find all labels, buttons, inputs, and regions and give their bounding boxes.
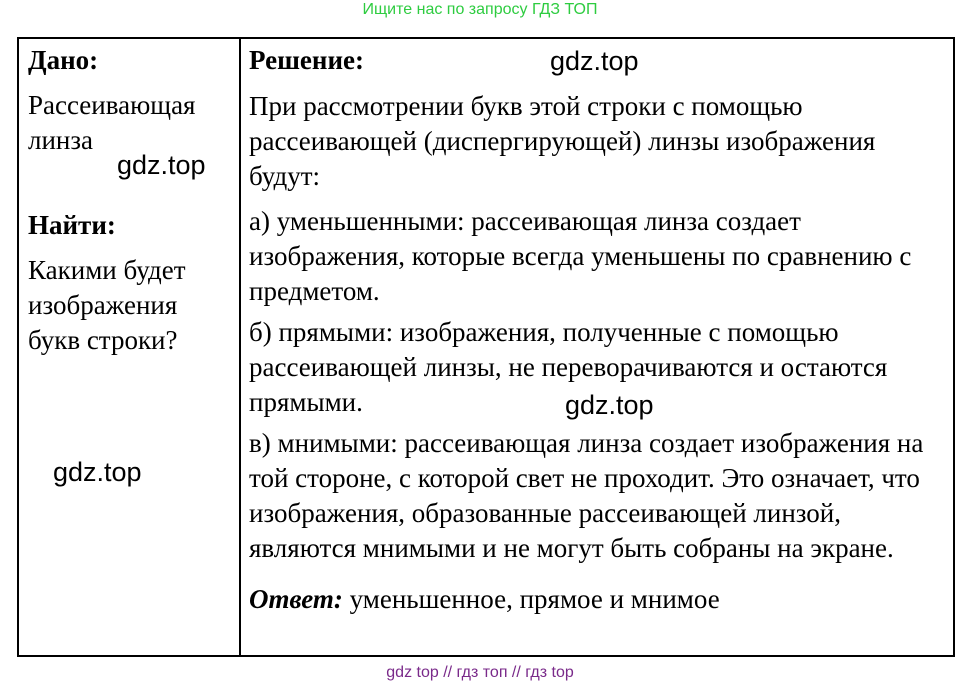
answer-label: Ответ: <box>249 584 343 614</box>
solution-title: Решение: <box>249 45 364 75</box>
watermark: gdz.top <box>53 457 142 487</box>
watermark: gdz.top <box>565 390 654 420</box>
answer-text: уменьшенное, прямое и мнимое <box>349 584 720 614</box>
watermark: gdz.top <box>550 46 639 76</box>
given-column <box>28 39 233 358</box>
solution-table <box>17 37 955 657</box>
given-title: Дано: <box>28 45 99 75</box>
site-header: Ищите нас по запросу ГДЗ ТОП <box>362 1 598 18</box>
answer-line <box>249 582 949 617</box>
solution-column <box>249 39 949 617</box>
column-divider <box>239 39 241 655</box>
solution-intro: При рассмотрении букв этой строки с помощью рассеивающей (диспергирующей) линзы изображения будут: <box>249 91 876 191</box>
given-text: Рассеивающая линза <box>28 90 196 155</box>
find-title: Найти: <box>28 210 116 240</box>
solution-item-b: б) прямыми: изображения, полученные с помощью рассеивающей линзы, не переворачиваются и остаются прямыми. <box>249 317 888 417</box>
find-text: Какими будет изображения букв строки? <box>28 255 186 355</box>
watermark: gdz.top <box>117 150 206 180</box>
solution-item-c: в) мнимыми: рассеивающая линза создает изображения на той стороне, с которой свет не проходит. Это означает, что изображения, образованные рассеивающей линзой, являются мнимыми и не могут быть собраны на экране. <box>249 428 924 563</box>
site-footer: gdz top // гдз топ // гдз top <box>386 664 574 681</box>
solution-item-a: а) уменьшенными: рассеивающая линза создает изображения, которые всегда уменьшены по сравнению с предметом. <box>249 206 912 306</box>
